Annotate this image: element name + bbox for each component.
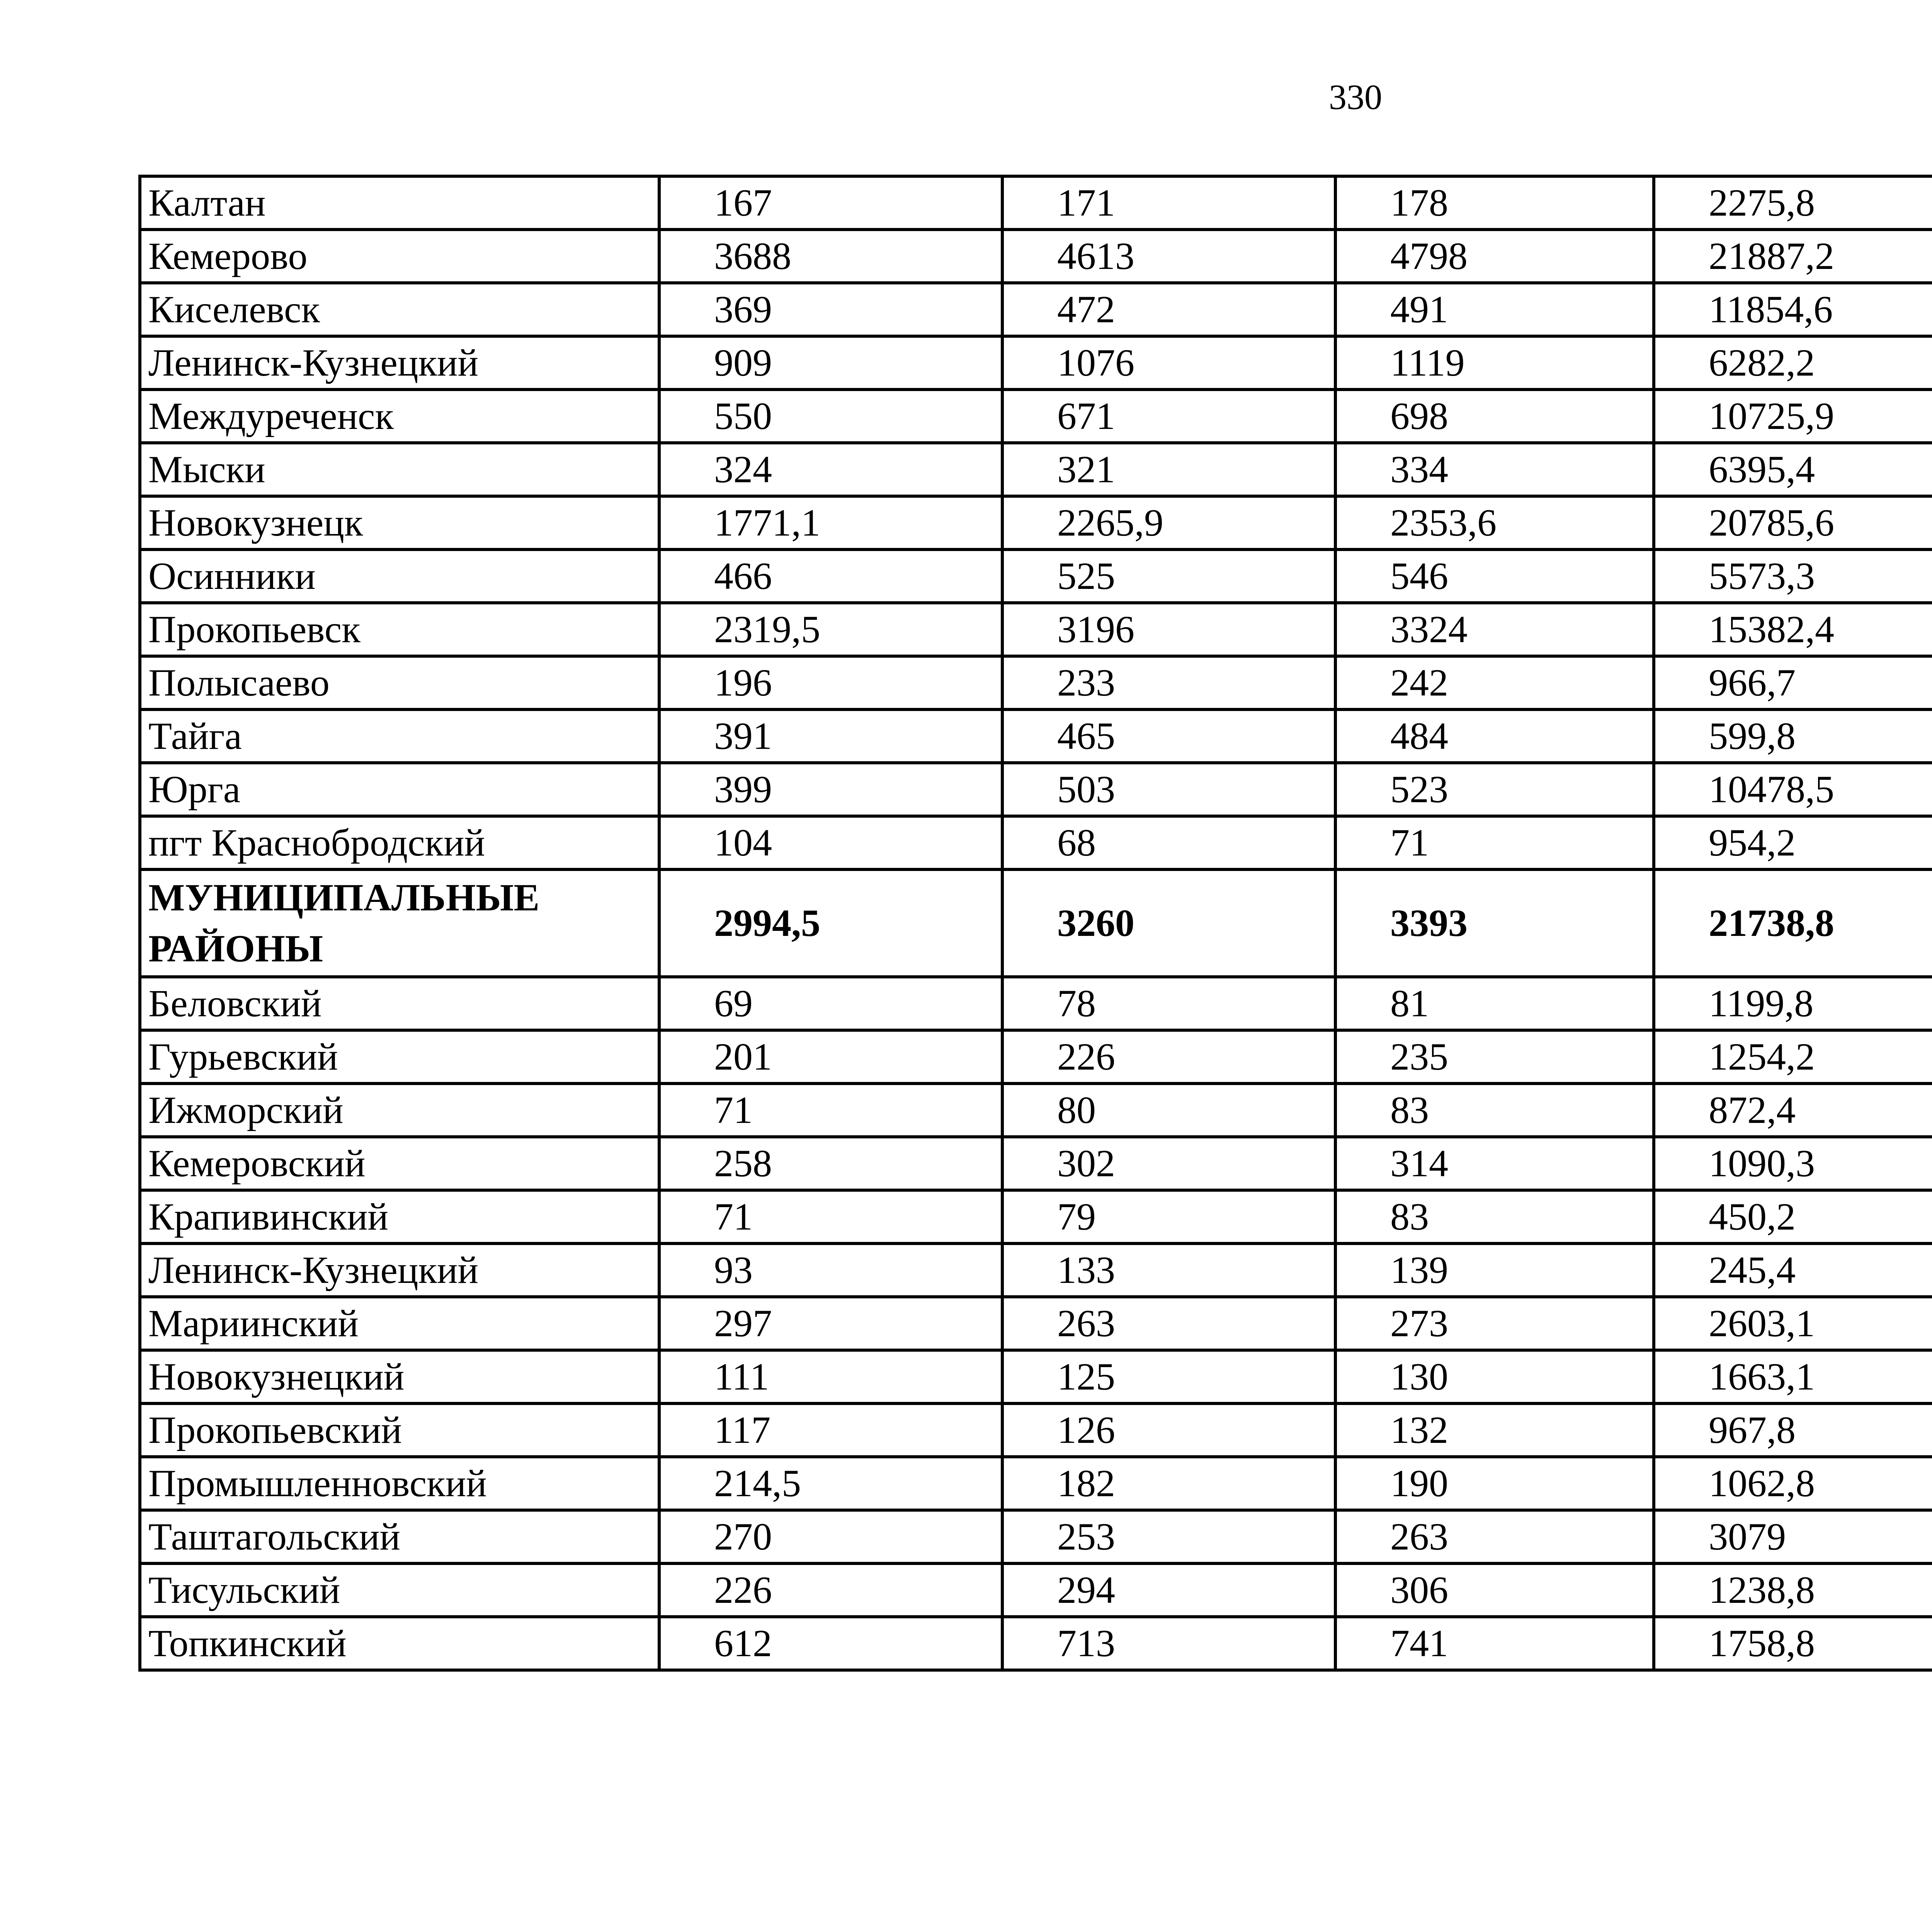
- table-row: [140, 283, 1932, 336]
- value-cell: 321: [1002, 443, 1335, 496]
- row-name-cell: Ижморский: [140, 1084, 659, 1137]
- value-cell: 190: [1335, 1457, 1654, 1510]
- value-cell: 104: [659, 816, 1002, 869]
- value-cell: 2275,8: [1654, 176, 1932, 230]
- table-row: [140, 1510, 1932, 1563]
- row-name-cell: Кемерово: [140, 230, 659, 283]
- table-row: [140, 1617, 1932, 1670]
- value-cell: 523: [1335, 763, 1654, 816]
- table-row: [140, 977, 1932, 1030]
- value-cell: 71: [659, 1084, 1002, 1137]
- value-cell: 201: [659, 1030, 1002, 1084]
- value-cell: 391: [659, 709, 1002, 763]
- row-name-cell: Юрга: [140, 763, 659, 816]
- value-cell: 270: [659, 1510, 1002, 1563]
- value-cell: 465: [1002, 709, 1335, 763]
- value-cell: 1663,1: [1654, 1350, 1932, 1403]
- value-cell: 671: [1002, 390, 1335, 443]
- row-name-cell: Ленинск-Кузнецкий: [140, 1243, 659, 1297]
- value-cell: 525: [1002, 549, 1335, 603]
- table-row: [140, 1243, 1932, 1297]
- value-cell: 2603,1: [1654, 1297, 1932, 1350]
- value-cell: 273: [1335, 1297, 1654, 1350]
- row-name-cell: Таштагольский: [140, 1510, 659, 1563]
- value-cell: 3393: [1335, 869, 1654, 977]
- table-row: [140, 443, 1932, 496]
- row-name-cell: Мариинский: [140, 1297, 659, 1350]
- row-name-cell: пгт Краснобродский: [140, 816, 659, 869]
- value-cell: 954,2: [1654, 816, 1932, 869]
- value-cell: 2265,9: [1002, 496, 1335, 549]
- value-cell: 1771,1: [659, 496, 1002, 549]
- value-cell: 294: [1002, 1563, 1335, 1617]
- value-cell: 612: [659, 1617, 1002, 1670]
- value-cell: 369: [659, 283, 1002, 336]
- value-cell: 966,7: [1654, 656, 1932, 709]
- value-cell: 2994,5: [659, 869, 1002, 977]
- value-cell: 263: [1335, 1510, 1654, 1563]
- value-cell: 297: [659, 1297, 1002, 1350]
- row-name-cell: Мыски: [140, 443, 659, 496]
- value-cell: 226: [659, 1563, 1002, 1617]
- value-cell: 698: [1335, 390, 1654, 443]
- row-name-cell: Прокопьевский: [140, 1403, 659, 1457]
- table-row: [140, 176, 1932, 230]
- value-cell: 130: [1335, 1350, 1654, 1403]
- value-cell: 214,5: [659, 1457, 1002, 1510]
- row-name-cell: Киселевск: [140, 283, 659, 336]
- value-cell: 226: [1002, 1030, 1335, 1084]
- table-row: [140, 336, 1932, 390]
- value-cell: 10725,9: [1654, 390, 1932, 443]
- row-name-cell: Топкинский: [140, 1617, 659, 1670]
- value-cell: 503: [1002, 763, 1335, 816]
- value-cell: 21887,2: [1654, 230, 1932, 283]
- table-row: [140, 1457, 1932, 1510]
- value-cell: 1758,8: [1654, 1617, 1932, 1670]
- table-row: [140, 1030, 1932, 1084]
- value-cell: 1119: [1335, 336, 1654, 390]
- value-cell: 178: [1335, 176, 1654, 230]
- value-cell: 741: [1335, 1617, 1654, 1670]
- table-row: [140, 1084, 1932, 1137]
- table-row: [140, 709, 1932, 763]
- row-name-cell: Кемеровский: [140, 1137, 659, 1190]
- value-cell: 6282,2: [1654, 336, 1932, 390]
- value-cell: 235: [1335, 1030, 1654, 1084]
- table-row: [140, 1403, 1932, 1457]
- value-cell: 1090,3: [1654, 1137, 1932, 1190]
- value-cell: 20785,6: [1654, 496, 1932, 549]
- value-cell: 3688: [659, 230, 1002, 283]
- value-cell: 872,4: [1654, 1084, 1932, 1137]
- row-name-cell: МУНИЦИПАЛЬНЫЕ РАЙОНЫ: [140, 869, 659, 977]
- table-row: [140, 549, 1932, 603]
- value-cell: 4613: [1002, 230, 1335, 283]
- page-number: 330: [1329, 77, 1382, 117]
- value-cell: 71: [659, 1190, 1002, 1243]
- row-name-cell: Беловский: [140, 977, 659, 1030]
- value-cell: 2353,6: [1335, 496, 1654, 549]
- table-row: [140, 1563, 1932, 1617]
- value-cell: 233: [1002, 656, 1335, 709]
- value-cell: 324: [659, 443, 1002, 496]
- value-cell: 3324: [1335, 603, 1654, 656]
- value-cell: 713: [1002, 1617, 1335, 1670]
- value-cell: 132: [1335, 1403, 1654, 1457]
- value-cell: 10478,5: [1654, 763, 1932, 816]
- value-cell: 79: [1002, 1190, 1335, 1243]
- value-cell: 967,8: [1654, 1403, 1932, 1457]
- row-name-cell: Полысаево: [140, 656, 659, 709]
- value-cell: 2319,5: [659, 603, 1002, 656]
- value-cell: 3196: [1002, 603, 1335, 656]
- table-row: [140, 816, 1932, 869]
- value-cell: 242: [1335, 656, 1654, 709]
- value-cell: 78: [1002, 977, 1335, 1030]
- value-cell: 599,8: [1654, 709, 1932, 763]
- data-table: [138, 175, 1932, 1672]
- value-cell: 139: [1335, 1243, 1654, 1297]
- value-cell: 314: [1335, 1137, 1654, 1190]
- table-row: [140, 496, 1932, 549]
- value-cell: 6395,4: [1654, 443, 1932, 496]
- value-cell: 5573,3: [1654, 549, 1932, 603]
- value-cell: 484: [1335, 709, 1654, 763]
- table-row: [140, 230, 1932, 283]
- value-cell: 1238,8: [1654, 1563, 1932, 1617]
- value-cell: 68: [1002, 816, 1335, 869]
- table-body: [140, 176, 1932, 1670]
- value-cell: 117: [659, 1403, 1002, 1457]
- row-name-cell: Ленинск-Кузнецкий: [140, 336, 659, 390]
- row-name-cell: Тисульский: [140, 1563, 659, 1617]
- value-cell: 550: [659, 390, 1002, 443]
- value-cell: 450,2: [1654, 1190, 1932, 1243]
- value-cell: 909: [659, 336, 1002, 390]
- row-name-cell: Крапивинский: [140, 1190, 659, 1243]
- value-cell: 245,4: [1654, 1243, 1932, 1297]
- row-name-cell: Тайга: [140, 709, 659, 763]
- value-cell: 263: [1002, 1297, 1335, 1350]
- value-cell: 491: [1335, 283, 1654, 336]
- table-row: [140, 1350, 1932, 1403]
- value-cell: 253: [1002, 1510, 1335, 1563]
- value-cell: 334: [1335, 443, 1654, 496]
- row-name-cell: Междуреченск: [140, 390, 659, 443]
- value-cell: 133: [1002, 1243, 1335, 1297]
- value-cell: 1062,8: [1654, 1457, 1932, 1510]
- value-cell: 3079: [1654, 1510, 1932, 1563]
- value-cell: 546: [1335, 549, 1654, 603]
- value-cell: 4798: [1335, 230, 1654, 283]
- value-cell: 1199,8: [1654, 977, 1932, 1030]
- value-cell: 399: [659, 763, 1002, 816]
- row-name-cell: Калтан: [140, 176, 659, 230]
- value-cell: 1076: [1002, 336, 1335, 390]
- row-name-cell: Новокузнецкий: [140, 1350, 659, 1403]
- value-cell: 167: [659, 176, 1002, 230]
- row-name-cell: Прокопьевск: [140, 603, 659, 656]
- section-header-row: [140, 869, 1932, 977]
- value-cell: 15382,4: [1654, 603, 1932, 656]
- value-cell: 80: [1002, 1084, 1335, 1137]
- value-cell: 71: [1335, 816, 1654, 869]
- value-cell: 182: [1002, 1457, 1335, 1510]
- table-row: [140, 1137, 1932, 1190]
- value-cell: 83: [1335, 1190, 1654, 1243]
- value-cell: 83: [1335, 1084, 1654, 1137]
- value-cell: 302: [1002, 1137, 1335, 1190]
- value-cell: 258: [659, 1137, 1002, 1190]
- value-cell: 196: [659, 656, 1002, 709]
- row-name-cell: Осинники: [140, 549, 659, 603]
- value-cell: 69: [659, 977, 1002, 1030]
- table-row: [140, 656, 1932, 709]
- table-row: [140, 390, 1932, 443]
- row-name-cell: Промышленновский: [140, 1457, 659, 1510]
- table-row: [140, 763, 1932, 816]
- value-cell: 306: [1335, 1563, 1654, 1617]
- value-cell: 126: [1002, 1403, 1335, 1457]
- value-cell: 21738,8: [1654, 869, 1932, 977]
- value-cell: 11854,6: [1654, 283, 1932, 336]
- table-row: [140, 1190, 1932, 1243]
- row-name-cell: Новокузнецк: [140, 496, 659, 549]
- value-cell: 472: [1002, 283, 1335, 336]
- value-cell: 93: [659, 1243, 1002, 1297]
- table-row: [140, 603, 1932, 656]
- value-cell: 171: [1002, 176, 1335, 230]
- value-cell: 81: [1335, 977, 1654, 1030]
- table-row: [140, 1297, 1932, 1350]
- value-cell: 1254,2: [1654, 1030, 1932, 1084]
- value-cell: 111: [659, 1350, 1002, 1403]
- value-cell: 466: [659, 549, 1002, 603]
- value-cell: 3260: [1002, 869, 1335, 977]
- value-cell: 125: [1002, 1350, 1335, 1403]
- row-name-cell: Гурьевский: [140, 1030, 659, 1084]
